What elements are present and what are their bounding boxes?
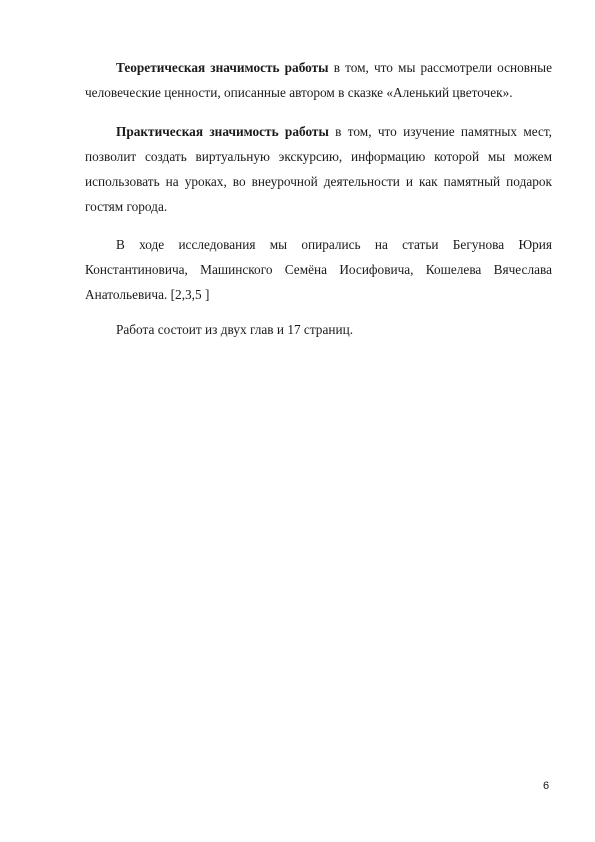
theoretical-significance-paragraph xyxy=(85,55,552,105)
theoretical-significance-text: в том, что мы рассмотрели основные человеческие ценности, описанные автором в сказке «Аленький цветочек». xyxy=(85,60,552,100)
structure-paragraph: Работа состоит из двух глав и 17 страниц. xyxy=(116,322,354,337)
practical-significance-text: в том, что изучение памятных мест, позволит создать виртуальную экскурсию, информацию которой мы можем использовать на уроках, во внеурочной деятельности и как памятный подарок гостям города. xyxy=(85,124,552,214)
sources-paragraph: В ходе исследования мы опирались на статьи Бегунова Юрия Константиновича, Машинского Семёна Иосифовича, Кошелева Вячеслава Анатольевича. [2,3,5 ] xyxy=(85,237,552,302)
practical-significance-paragraph xyxy=(85,119,552,219)
page-number: 6 xyxy=(543,780,550,792)
page-body xyxy=(85,55,552,342)
theoretical-significance-heading: Теоретическая значимость работы xyxy=(116,60,329,75)
practical-significance-heading: Практическая значимость работы xyxy=(116,124,329,139)
